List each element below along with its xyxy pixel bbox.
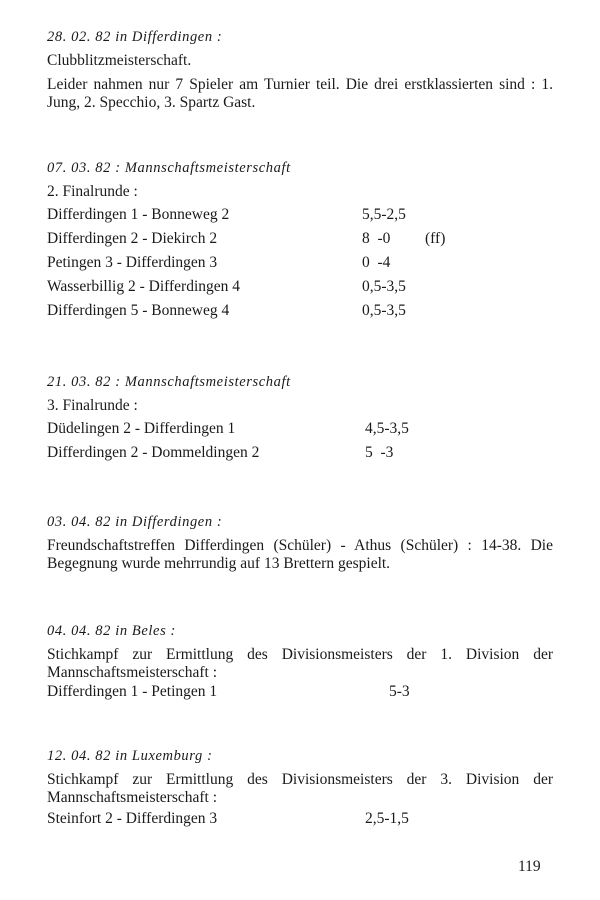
result-score: 0,5-3,5: [362, 302, 406, 319]
result-teams: Wasserbillig 2 - Differdingen 4: [47, 278, 241, 295]
results-list: [47, 807, 553, 831]
section-stichkampf-1: [47, 622, 553, 702]
result-teams: Steinfort 2 - Differdingen 3: [47, 810, 218, 827]
section-paragraph: 3. Finalrunde :: [47, 397, 138, 414]
result-teams: Differdingen 1 - Petingen 1: [47, 683, 218, 700]
result-row: [47, 682, 553, 702]
result-teams: Differdingen 2 - Dommeldingen 2: [47, 444, 260, 461]
section-freundschaft: [47, 513, 553, 578]
result-row: [47, 807, 553, 831]
results-list: [47, 417, 553, 465]
result-score: 0,5-3,5: [362, 278, 406, 295]
section-paragraph: Clubblitzmeisterschaft.: [47, 52, 192, 69]
result-row: [47, 275, 553, 299]
section-heading: 21. 03. 82 : Mannschaftsmeisterschaft: [47, 374, 291, 390]
results-list: [47, 682, 553, 702]
section-stichkampf-3: [47, 747, 553, 831]
result-row: [47, 203, 553, 227]
result-score: 2,5-1,5: [365, 810, 409, 827]
result-note: (ff): [425, 230, 446, 247]
section-paragraph: 2. Finalrunde :: [47, 183, 138, 200]
result-row: [47, 441, 553, 465]
result-score: 5-3: [389, 683, 410, 700]
section-clubblitz: [47, 28, 553, 117]
result-row: [47, 227, 553, 251]
result-row: [47, 417, 553, 441]
result-score: 4,5-3,5: [365, 420, 409, 437]
section-paragraph: Stichkampf zur Ermittlung des Divisionsmeisters der 3. Division der Mannschaftsmeisterschaft :: [47, 771, 553, 806]
section-mannschaft-2: [47, 159, 553, 323]
section-paragraph: Leider nahmen nur 7 Spieler am Turnier teil. Die drei erstklassierten sind : 1. Jung, 2. Specchio, 3. Spartz Gast.: [47, 76, 553, 111]
result-teams: Differdingen 2 - Diekirch 2: [47, 230, 218, 247]
result-teams: Differdingen 1 - Bonneweg 2: [47, 206, 230, 223]
section-heading: 03. 04. 82 in Differdingen :: [47, 514, 223, 530]
result-row: [47, 299, 553, 323]
results-list: [47, 203, 553, 323]
result-score: 5,5-2,5: [362, 206, 406, 223]
result-score: 8 -0: [362, 230, 391, 247]
result-teams: Düdelingen 2 - Differdingen 1: [47, 420, 236, 437]
result-score: 0 -4: [362, 254, 391, 271]
section-heading: 12. 04. 82 in Luxemburg :: [47, 748, 213, 764]
page-number: 119: [518, 858, 541, 875]
result-row: [47, 251, 553, 275]
section-paragraph: Freundschaftstreffen Differdingen (Schüler) - Athus (Schüler) : 14-38. Die Begegnung wurde mehrrundig auf 13 Brettern gespielt.: [47, 537, 553, 572]
section-paragraph: Stichkampf zur Ermittlung des Divisionsmeisters der 1. Division der Mannschaftsmeisterschaft :: [47, 646, 553, 681]
result-score: 5 -3: [365, 444, 394, 461]
section-mannschaft-3: [47, 373, 553, 465]
section-heading: 28. 02. 82 in Differdingen :: [47, 29, 223, 45]
result-teams: Differdingen 5 - Bonneweg 4: [47, 302, 230, 319]
result-teams: Petingen 3 - Differdingen 3: [47, 254, 218, 271]
section-heading: 04. 04. 82 in Beles :: [47, 623, 176, 639]
section-heading: 07. 03. 82 : Mannschaftsmeisterschaft: [47, 160, 291, 176]
